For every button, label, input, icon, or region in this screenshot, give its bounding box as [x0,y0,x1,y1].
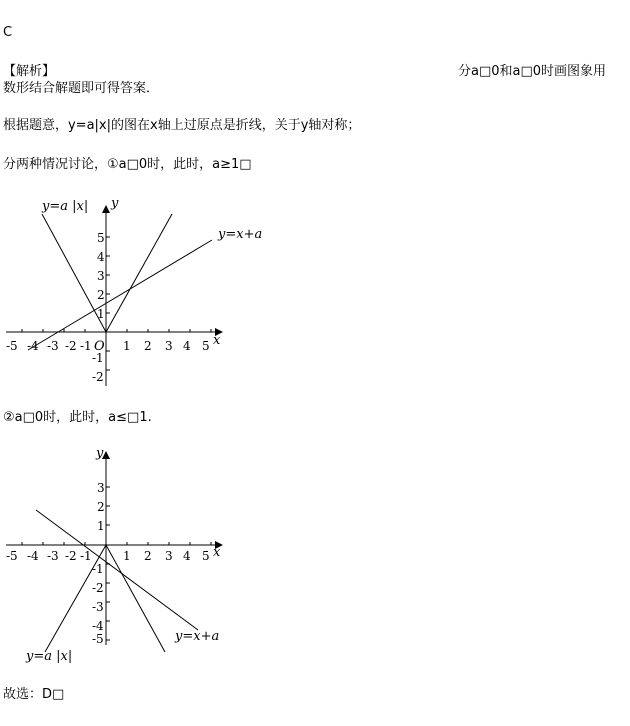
y-tick-label: -2 [92,370,104,384]
y-tick-label: 3 [97,269,105,283]
graph-case-2 [0,440,240,670]
x-axis-label: x [213,545,221,560]
y-tick-label: -2 [92,581,104,595]
x-tick-label: 2 [144,549,152,563]
x-tick-label: -5 [6,549,18,563]
x-tick-label: -3 [47,339,59,353]
linear-graph [36,510,198,630]
abs-graph-label: y=a |x| [42,199,89,214]
x-tick-label: -4 [27,339,39,353]
x-axis-label: x [213,333,221,348]
y-tick-label: 1 [97,519,105,533]
x-tick-label: 1 [123,549,131,563]
linear-graph-label: y=x+a [218,227,263,242]
linear-graph-label: y=x+a [175,629,220,644]
x-tick-label: -1 [80,549,92,563]
analysis-header: 【解析】 [3,64,56,79]
x-tick-label: 5 [202,549,210,563]
x-tick-label: 5 [202,339,210,353]
linear-graph [28,240,212,350]
y-tick-label: 2 [97,500,105,514]
paragraph-case2: ②a□0时，此时，a≤□1. [3,410,152,425]
abs-graph-label: y=a |x| [26,649,73,664]
x-tick-label: 3 [165,549,173,563]
x-tick-label: -2 [65,549,77,563]
y-tick-label: -1 [92,351,104,365]
origin-label: O [94,339,105,354]
x-tick-label: -1 [80,339,92,353]
graph-case-1 [0,190,263,390]
answer-letter: C [3,25,13,40]
y-axis-label: y [111,196,119,211]
x-tick-label: 1 [123,339,131,353]
x-tick-label: 4 [183,339,191,353]
x-tick-label: 3 [165,339,173,353]
y-tick-label: -3 [92,600,104,614]
y-tick-label: -5 [92,632,104,646]
x-tick-label: 2 [144,339,152,353]
analysis-line2: 数形结合解题即可得答案． [3,81,160,96]
paragraph-symmetry: 根据题意，y=a|x|的图在x轴上过原点是折线，关于y轴对称； [3,118,361,133]
y-tick-label: -4 [92,619,104,633]
conclusion: 故选：D□ [3,687,65,702]
y-tick-label: 2 [97,288,105,302]
y-tick-label: -1 [92,562,104,576]
paragraph-case1: 分两种情况讨论，①a□0时，此时，a≥1□ [3,157,252,172]
y-tick-label: 1 [97,307,105,321]
analysis-method: 分a□0和a□0时画图象用 [458,64,607,79]
x-tick-label: -3 [47,549,59,563]
x-tick-label: -2 [65,339,77,353]
x-tick-label: -5 [6,339,18,353]
y-tick-label: 3 [97,481,105,495]
y-tick-label: 5 [97,231,105,245]
y-tick-label: 4 [97,250,105,264]
abs-graph-right-branch [106,214,172,332]
y-axis-label: y [96,446,104,461]
x-tick-label: -4 [27,549,39,563]
x-tick-label: 4 [183,549,191,563]
